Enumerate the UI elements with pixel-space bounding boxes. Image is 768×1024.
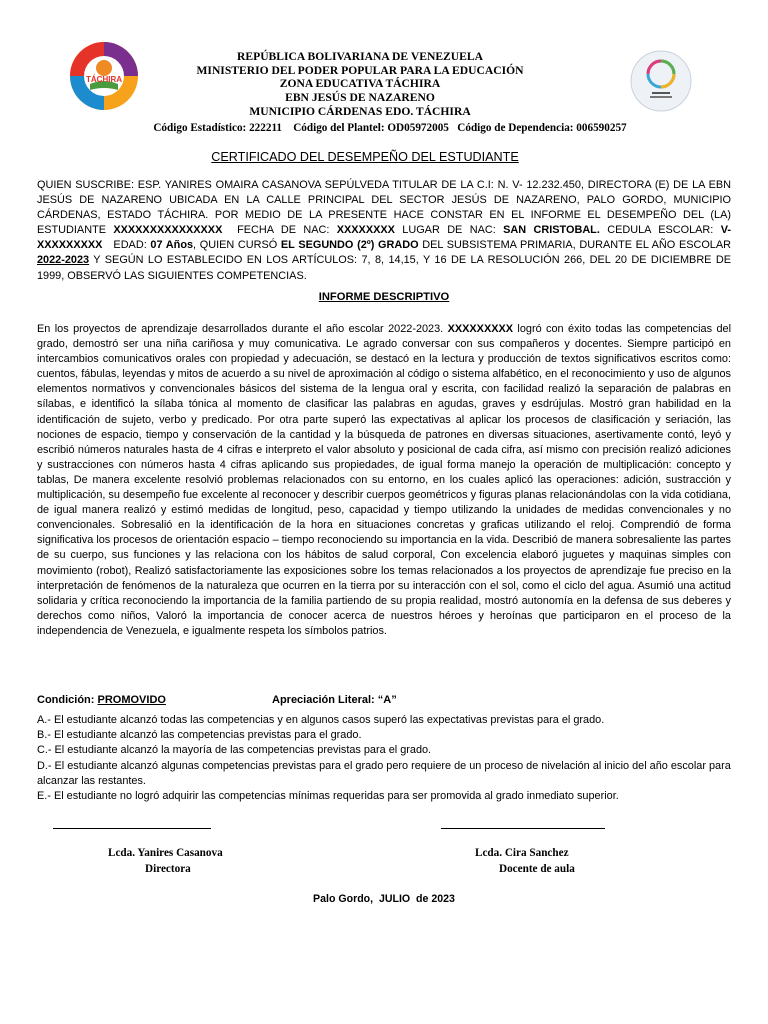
place-date: Palo Gordo, JULIO de 2023 bbox=[313, 893, 455, 905]
header-country: REPÚBLICA BOLIVARIANA DE VENEZUELA bbox=[237, 50, 483, 63]
school-year: 2022-2023 bbox=[37, 254, 90, 267]
intro-text: QUIEN SUSCRIBE: ESP. YANIRES OMAIRA CASANOVA SEPÚLVEDA TITULAR DE LA C.I: N. V- 12.232.450, DIRECTORA (E) DE LA EBN JESÚS DE NAZARENO UBICADA EN LA CALLE PRINCIPAL DEL SECTOR JESÚS DE NAZARENO, PALO GORDO, MUNICIPIO CÁRDENAS, ESTADO TÁCHIRA. POR MEDIO DE LA PRESENTE HACE CONSTAR EN EL INFORME EL DESEMPEÑO DEL (LA) ESTUDIANTE bbox=[37, 179, 731, 237]
intro-text: DEL SUBSISTEMA PRIMARIA, DURANTE EL AÑO ESCOLAR bbox=[418, 239, 731, 252]
ministerio-educacion-logo bbox=[630, 50, 692, 112]
birth-place: SAN CRISTOBAL. bbox=[503, 224, 600, 237]
birth-date: XXXXXXXX bbox=[336, 224, 395, 237]
document-title: CERTIFICADO DEL DESEMPEÑO DEL ESTUDIANTE bbox=[211, 150, 519, 164]
director-role: Directora bbox=[145, 863, 191, 875]
student-name: XXXXXXXXXXXXXXX bbox=[113, 224, 223, 237]
grade-legend bbox=[37, 713, 731, 804]
intro-text: EDAD: bbox=[102, 239, 151, 252]
student-grade: EL SEGUNDO (2º) GRADO bbox=[280, 239, 419, 252]
report-text: En los proyectos de aprendizaje desarrollados durante el año escolar 2022-2023. bbox=[37, 323, 448, 335]
condition-value: PROMOVIDO bbox=[97, 694, 166, 706]
report-student-name: XXXXXXXXX bbox=[447, 323, 514, 335]
school-codes: Código Estadístico: 222211 Código del Plantel: OD05972005 Código de Dependencia: 006590257 bbox=[153, 122, 627, 134]
intro-text: , QUIEN CURSÓ bbox=[193, 239, 281, 252]
legend-item: E.- El estudiante no logró adquirir las competencias mínimas requeridas para ser promovida al grado inmediato superior. bbox=[37, 790, 619, 803]
zona-educativa-tachira-logo bbox=[60, 38, 148, 114]
intro-paragraph bbox=[37, 178, 741, 284]
header-zone: ZONA EDUCATIVA TÁCHIRA bbox=[279, 77, 441, 91]
signature-line-right bbox=[441, 828, 605, 829]
condition-row bbox=[37, 694, 397, 706]
director-name: Lcda. Yanires Casanova bbox=[108, 847, 223, 859]
intro-text: LUGAR DE NAC: bbox=[394, 224, 504, 237]
condition-label: Condición: bbox=[37, 694, 98, 706]
svg-text:TÁCHIRA: TÁCHIRA bbox=[86, 75, 122, 84]
literal-grade: Apreciación Literal: “A” bbox=[272, 694, 397, 706]
report-subtitle: INFORME DESCRIPTIVO bbox=[318, 291, 450, 303]
intro-text: CEDULA ESCOLAR: bbox=[599, 224, 721, 237]
legend-item: A.- El estudiante alcanzó todas las competencias y en algunos casos superó las expectativas previstas para el grado. bbox=[37, 714, 605, 726]
header-ministry: MINISTERIO DEL PODER POPULAR PARA LA EDUCACIÓN bbox=[196, 63, 524, 77]
teacher-role: Docente de aula bbox=[499, 863, 575, 875]
school-id: V- XXXXXXXXX bbox=[37, 224, 741, 252]
legend-item: B.- El estudiante alcanzó las competencias previstas para el grado. bbox=[37, 729, 362, 742]
report-text: logró con éxito todas las competencias del grado, demostró ser una niña cariñosa y muy comunicativa. Le agrado conversar con sus compañeros y docentes. Siempre participó en intercambios comunicativos orales con propiedad y adecuación, se destacó en la lectura y producción de textos significativos escritos como: cuentos, fábulas, leyendas y mitos de acuerdo a su nivel de aproximación al código o sistema alfabético, en el reconocimiento y uso de algunos elementos normativos y convencionales básicos del sistema de la lengua oral y escrita, con facilidad realizó la separación de palabras en sílabas, e identificó la sílaba tónica al momento de clasificar las palabras en agudas, graves y esdrújulas. Mostró gran habilidad en la identificación de sujeto, verbo y predicado. Por otra parte superó las expectativas al aplicar los procesos de clasificación y seriación, las nociones de espacio, tiempo y conservación de la cantidad y la búsqueda de patrones en diversas situaciones, asertivamente contó, leyó y escribió números naturales hasta de 4 cifras e interpreto el valor absoluto y posicional de cada cifra, así mismo con precisión realizó adiciones y sustracciones con números hasta 4 cifras aplicando sus propiedades, de igual forma manejo la operación de multiplicación: concepto y tablas, De manera excelente resolvió problemas relacionados con su entorno, en los cuales aplicó las operaciones: adición, sustracción y multiplicación, su desempeño fue excelente al reconocer y describir cuerpos geométricos y figuras planas relacionándolas con la vida cotidiana, de igual manera realizó y estimó medidas de longitud, peso, capacidad y tiempo utilizando la unidades de medidas convencionales y no convencionales. Sobresalió en la identificación de la hora en situaciones concretas y graficas utilizando el reloj. Comprendió de forma significativa los procesos de orientación espacio – tiempo reconociendo su importancia en la vida. Describió de manera sobresaliente las partes de su cuerpo, sus funciones y las relaciona con los hábitos de salud corporal, Con excelencia elaboró juguetes y maquinas simples con movimiento (robot), Realizó satisfactoriamente las exposiciones sobre los temas relacionados a los proyectos de aprendizaje fue preciso en la interpretación de fenómenos de la naturaleza que ocurren en la tierra por su interacción con el sol, como el ciclo del agua. Asumió una actitud solidaria y crítica reconociendo la importancia de la familia partiendo de su propia realidad, mostró autonomía en la defensa de sus deberes y derechos como niños, Valoró la importancia de conocer acerca de nuestros héroes y heroínas que participaron en el proceso de la independencia de Venezuela, e igualmente respeta los símbolos patrios. bbox=[37, 323, 731, 637]
descriptive-report bbox=[37, 322, 731, 639]
student-age: 07 Años bbox=[150, 239, 194, 252]
legend-item: C.- El estudiante alcanzó la mayoría de las competencias previstas para el grado. bbox=[37, 744, 432, 757]
teacher-name: Lcda. Cira Sanchez bbox=[475, 847, 569, 859]
institution-header bbox=[140, 50, 580, 119]
signature-line-left bbox=[53, 828, 211, 829]
legend-item: D.- El estudiante alcanzó algunas competencias previstas para el grado pero requiere de un proceso de nivelación al inicio del año escolar para alcanzar las restantes. bbox=[37, 759, 731, 787]
header-school: EBN JESÚS DE NAZARENO bbox=[285, 91, 435, 105]
header-municipality: MUNICIPIO CÁRDENAS EDO. TÁCHIRA bbox=[249, 104, 471, 118]
intro-text: Y SEGÚN LO ESTABLECIDO EN LOS ARTÍCULOS: 7, 8, 14,15, Y 16 DE LA RESOLUCIÓN 266, DEL 20 DE DICIEMBRE DE 1999, OBSERVÓ LAS SIGUIENTES COMPETENCIAS. bbox=[37, 254, 731, 282]
intro-text: FECHA DE NAC: bbox=[222, 224, 337, 237]
